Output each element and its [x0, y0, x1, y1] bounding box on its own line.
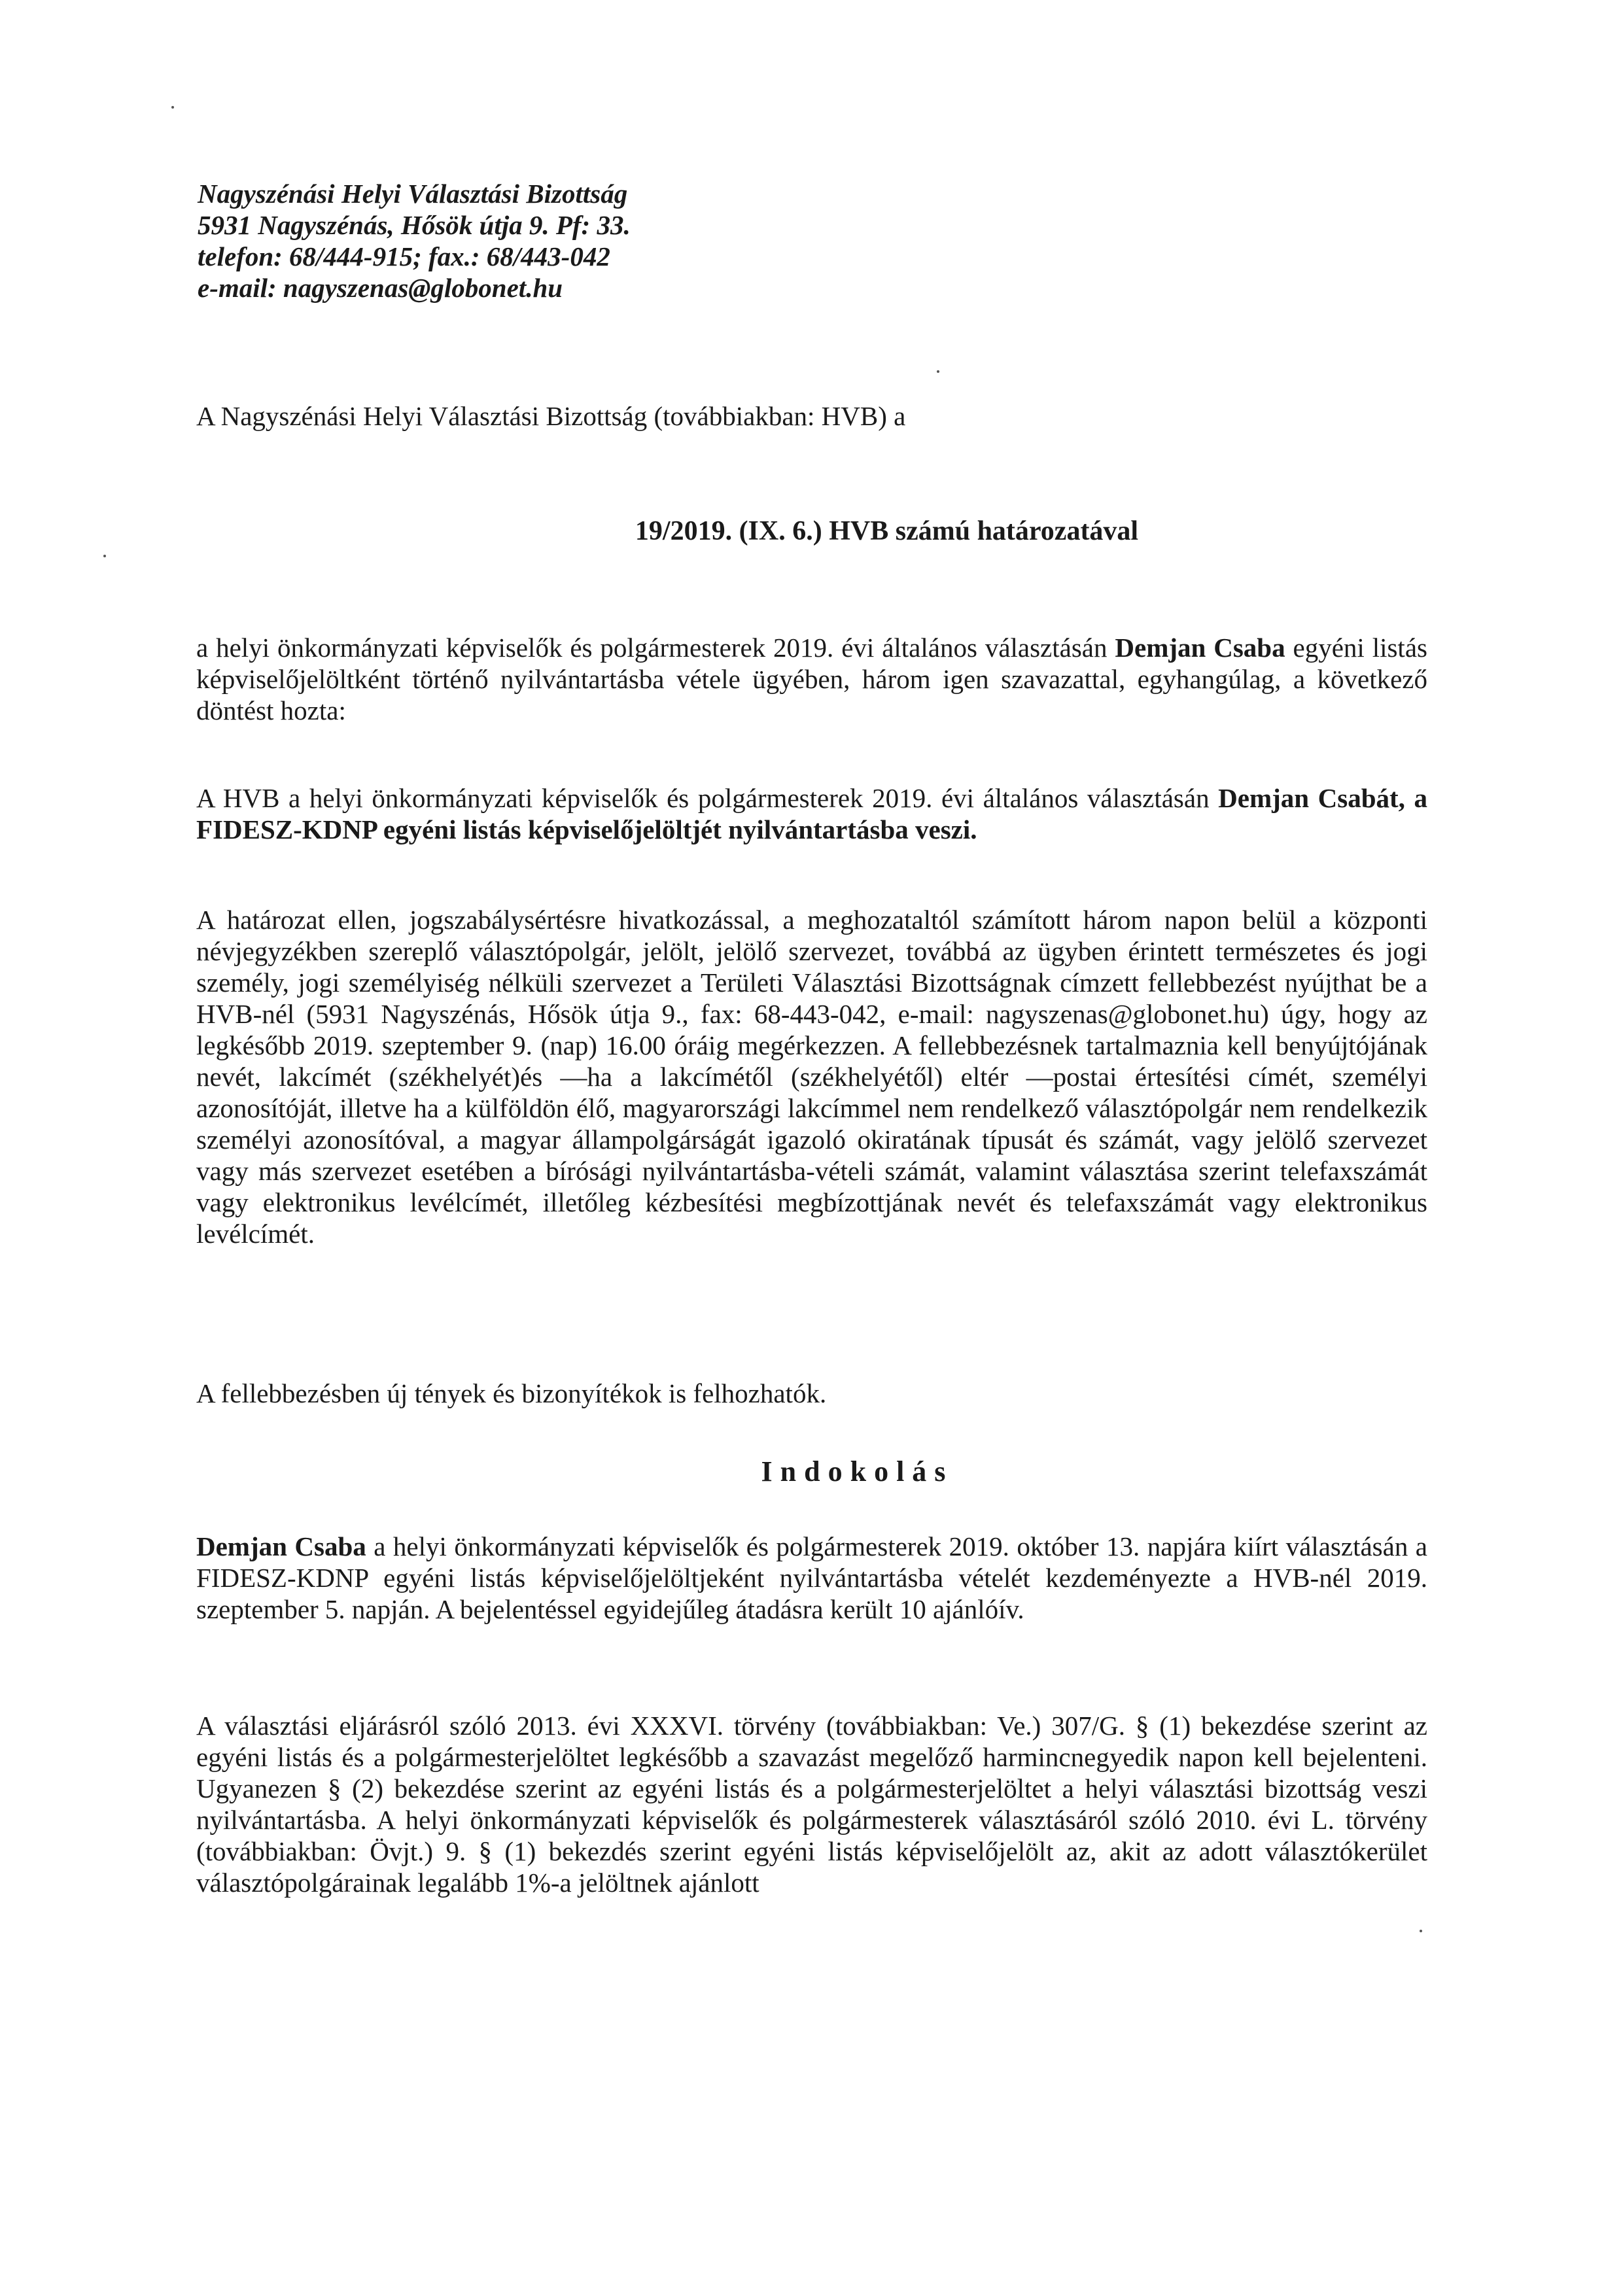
intro-line: A Nagyszénási Helyi Választási Bizottság (továbbiakban: HVB) a — [196, 401, 906, 431]
decision-reference: 19/2019. (IX. 6.) HVB számú határozatával — [635, 516, 1139, 546]
letterhead-phone-fax: telefon: 68/444-915; fax.: 68/443-042 — [198, 241, 610, 271]
letterhead-address: 5931 Nagyszénás, Hősök útja 9. Pf: 33. — [198, 210, 631, 240]
section-heading-reasoning: Indokolás — [761, 1455, 954, 1487]
paragraph-text: egyéni listás képviselőjelöltként történő nyilvántartásba vétele ügyében, három igen szavazattal, egyhangúlag, a következő döntést hozta: — [196, 633, 1427, 725]
paragraph-new-evidence: A fellebbezésben új tények és bizonyítékok is felhozhatók. — [196, 1378, 827, 1408]
scan-speck — [937, 370, 939, 373]
paragraph-reasoning-2: A választási eljárásról szóló 2013. évi XXXVI. törvény (továbbiakban: Ve.) 307/G. § (1) bekezdése szerint az egyéni listás és a polgármesterjelöltet legkésőbb a szavazást megelőző harmincnegyedik napon kell bejelenteni. Ugyanezen § (2) bekezdése szerint az egyéni listás és a polgármesterjelöltet a helyi választási bizottság veszi nyilvántartásba. A helyi önkormányzati képviselők és polgármesterek választásáról szóló 2010. évi L. törvény (továbbiakban: Övjt.) 9. § (1) bekezdés szerint egyéni listás képviselőjelölt az, akit az adott választókerület választópolgárainak legalább 1%-a jelöltnek ajánlott — [196, 1711, 1427, 1898]
letterhead-organization: Nagyszénási Helyi Választási Bizottság — [198, 179, 628, 209]
decision-statement: Demjan Csabát, a FIDESZ-KDNP egyéni listás képviselőjelöltjét nyilvántartásba veszi. — [196, 783, 1428, 844]
candidate-name: Demjan Csaba — [196, 1531, 366, 1561]
letterhead — [198, 178, 631, 304]
paragraph-reasoning-1 — [196, 1531, 1427, 1625]
scan-speck — [103, 555, 106, 557]
letterhead-email: e-mail: nagyszenas@globonet.hu — [198, 273, 563, 303]
scan-speck — [1420, 1930, 1422, 1932]
paragraph-text: A HVB a helyi önkormányzati képviselők és polgármesterek 2019. évi általános választásán — [196, 783, 1219, 813]
paragraph-appeal-info: A határozat ellen, jogszabálysértésre hivatkozással, a meghozataltól számított három napon belül a központi névjegyzékben szereplő választópolgár, jelölt, jelölő szervezet, továbbá az ügyben érintett természetes és jogi személy, jogi személyiség nélküli szervezet a Területi Választási Bizottságnak címzett fellebbezést nyújthat be a HVB-nél (5931 Nagyszénás, Hősök útja 9., fax: 68-443-042, e-mail: nagyszenas@globonet.hu) úgy, hogy az legkésőbb 2019. szeptember 9. (nap) 16.00 óráig megérkezzen. A fellebbezésnek tartalmaznia kell benyújtójának nevét, lakcímét (székhelyét)és —ha a lakcímétől (székhelyétől) eltér —postai értesítési címét, személyi azonosítóját, illetve ha a külföldön élő, magyarországi lakcímmel nem rendelkező választópolgár nem rendelkezik személyi azonosítóval, a magyar állampolgárságát igazoló okiratának típusát és számát, vagy jelölő szervezet vagy más szervezet esetében a bírósági nyilvántartásba-vételi számát, valamint választása szerint telefaxszámát vagy elektronikus levélcímét, illetőleg kézbesítési megbízottjának nevét és telefaxszámát vagy elektronikus levélcímét. — [196, 905, 1427, 1249]
scan-speck — [171, 106, 174, 109]
paragraph-decision-context — [196, 632, 1427, 726]
paragraph-text: a helyi önkormányzati képviselők és polgármesterek 2019. október 13. napjára kiírt választásán a FIDESZ-KDNP egyéni listás képviselőjelöltjeként nyilvántartásba vételét kezdeményezte a HVB-nél 2019. szeptember 5. napján. A bejelentéssel egyidejűleg átadásra került 10 ajánlóív. — [196, 1531, 1427, 1624]
paragraph-decision — [196, 782, 1427, 845]
candidate-name: Demjan Csaba — [1115, 633, 1285, 663]
paragraph-text: a helyi önkormányzati képviselők és polgármesterek 2019. évi általános választásán — [196, 633, 1115, 663]
